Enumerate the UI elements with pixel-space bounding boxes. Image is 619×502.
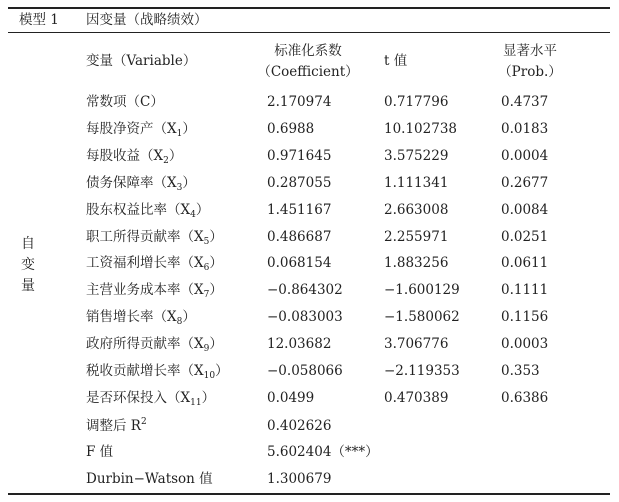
row-variable-label bbox=[86, 254, 223, 272]
row-label-close: ） bbox=[168, 148, 183, 164]
row-t-value: −2.119353 bbox=[384, 363, 460, 379]
row-coefficient: 12.03682 bbox=[267, 336, 332, 352]
row-t-value: 3.575229 bbox=[384, 148, 449, 164]
table-top-rule bbox=[8, 7, 610, 9]
row-label-subscript: 7 bbox=[203, 290, 210, 300]
row-label-close: ） bbox=[209, 282, 223, 298]
row-label-text: 政府所得贡献率（X bbox=[86, 336, 204, 352]
col-prob-line2: （Prob.） bbox=[498, 64, 562, 80]
row-label-close: ） bbox=[209, 255, 223, 271]
row-coefficient: −0.864302 bbox=[267, 282, 343, 298]
row-prob: 0.0611 bbox=[501, 255, 549, 271]
adj-r2-label-text: 调整后 R bbox=[86, 418, 141, 434]
row-coefficient: 0.0499 bbox=[267, 390, 315, 406]
row-prob: 0.0003 bbox=[501, 336, 549, 352]
row-label-text: 销售增长率（X bbox=[86, 309, 177, 325]
row-variable-label bbox=[86, 228, 223, 246]
row-variable-label bbox=[86, 120, 196, 138]
row-variable-label bbox=[86, 147, 182, 165]
row-label-subscript: 6 bbox=[203, 263, 210, 273]
row-t-value: 0.470389 bbox=[384, 390, 449, 406]
row-label-subscript: 9 bbox=[203, 344, 210, 354]
row-variable-label bbox=[86, 93, 164, 111]
row-t-value: 2.255971 bbox=[384, 229, 449, 245]
row-label-text: 职工所得贡献率（X bbox=[86, 229, 204, 245]
row-variable-label bbox=[86, 389, 215, 407]
row-variable-label bbox=[86, 335, 223, 353]
row-label-subscript: 4 bbox=[190, 210, 196, 220]
row-label-text: 债务保障率（X bbox=[86, 175, 177, 191]
adj-r2-label bbox=[86, 417, 147, 435]
row-label-close: ） bbox=[182, 121, 196, 137]
row-label-subscript: 5 bbox=[203, 237, 210, 247]
row-label-text: 是否环保投入（X bbox=[86, 390, 191, 406]
row-coefficient: 2.170974 bbox=[267, 94, 332, 110]
row-variable-label bbox=[86, 201, 209, 219]
row-t-value: −1.600129 bbox=[384, 282, 460, 298]
row-label-text: 每股收益（X bbox=[86, 148, 164, 164]
col-coef-line1: 标准化系数 bbox=[274, 43, 342, 59]
header-rule bbox=[8, 32, 610, 33]
side-label-text: 自变量 bbox=[21, 236, 35, 294]
row-variable-label bbox=[86, 308, 196, 326]
row-t-value: 2.663008 bbox=[384, 202, 449, 218]
row-prob: 0.1111 bbox=[501, 282, 549, 298]
row-t-value: 1.111341 bbox=[384, 175, 449, 191]
row-prob: 0.6386 bbox=[501, 390, 549, 406]
row-coefficient: 0.287055 bbox=[267, 175, 332, 191]
row-coefficient: 0.068154 bbox=[267, 255, 332, 271]
f-label: F 值 bbox=[86, 444, 114, 460]
row-label-text: 股东权益比率（X bbox=[86, 202, 191, 218]
col-variable: 变量（Variable） bbox=[86, 53, 197, 69]
row-t-value: 0.717796 bbox=[384, 94, 449, 110]
row-prob: 0.4737 bbox=[501, 94, 549, 110]
row-coefficient: −0.083003 bbox=[267, 309, 343, 325]
model-label: 模型 1 bbox=[19, 12, 59, 28]
row-label-subscript: 3 bbox=[176, 183, 183, 193]
row-t-value: 3.706776 bbox=[384, 336, 449, 352]
row-label-text: 主营业务成本率（X bbox=[86, 282, 204, 298]
row-prob: 0.1156 bbox=[501, 309, 549, 325]
row-label-close: ） bbox=[209, 336, 223, 352]
row-label-subscript: 8 bbox=[176, 317, 183, 327]
row-label-close: ） bbox=[215, 363, 229, 379]
adj-r2-sup: 2 bbox=[140, 417, 147, 427]
f-value: 5.602404（***） bbox=[267, 444, 379, 460]
col-t: t 值 bbox=[384, 53, 408, 69]
row-label-subscript: 2 bbox=[163, 156, 169, 166]
row-label-text: 工资福利增长率（X bbox=[86, 255, 204, 271]
row-t-value: −1.580062 bbox=[384, 309, 460, 325]
row-coefficient: 0.486687 bbox=[267, 229, 332, 245]
row-variable-label bbox=[86, 174, 196, 192]
row-prob: 0.2677 bbox=[501, 175, 549, 191]
adj-r2-value: 0.402626 bbox=[267, 418, 332, 434]
col-coef-line2: （Coefficient） bbox=[257, 64, 359, 80]
row-variable-label bbox=[86, 281, 223, 299]
row-variable-label bbox=[86, 362, 229, 380]
row-prob: 0.0183 bbox=[501, 121, 549, 137]
dw-label: Durbin−Watson 值 bbox=[86, 471, 213, 487]
row-label-subscript: 11 bbox=[190, 398, 202, 408]
dw-value: 1.300679 bbox=[267, 471, 332, 487]
row-label-text: 税收贡献增长率（X bbox=[86, 363, 204, 379]
row-t-value: 1.883256 bbox=[384, 255, 449, 271]
row-t-value: 10.102738 bbox=[384, 121, 458, 137]
row-prob: 0.0084 bbox=[501, 202, 549, 218]
row-label-text: 常数项（C） bbox=[86, 94, 164, 110]
row-coefficient: 1.451167 bbox=[267, 202, 332, 218]
row-label-close: ） bbox=[201, 390, 216, 406]
table-bottom-rule bbox=[8, 493, 610, 495]
row-label-close: ） bbox=[209, 229, 223, 245]
row-prob: 0.0251 bbox=[501, 229, 549, 245]
row-label-subscript: 1 bbox=[176, 129, 183, 139]
row-label-close: ） bbox=[195, 202, 210, 218]
row-label-close: ） bbox=[182, 309, 196, 325]
row-label-text: 每股净资产（X bbox=[86, 121, 177, 137]
row-coefficient: 0.6988 bbox=[267, 121, 315, 137]
row-label-close: ） bbox=[182, 175, 196, 191]
row-prob: 0.353 bbox=[501, 363, 540, 379]
dependent-variable-label: 因变量（战略绩效） bbox=[86, 12, 208, 28]
row-label-subscript: 10 bbox=[203, 371, 216, 381]
row-coefficient: −0.058066 bbox=[267, 363, 343, 379]
independent-variable-side-label bbox=[14, 234, 42, 297]
row-coefficient: 0.971645 bbox=[267, 148, 332, 164]
col-prob-line1: 显著水平 bbox=[503, 43, 557, 59]
row-prob: 0.0004 bbox=[501, 148, 549, 164]
